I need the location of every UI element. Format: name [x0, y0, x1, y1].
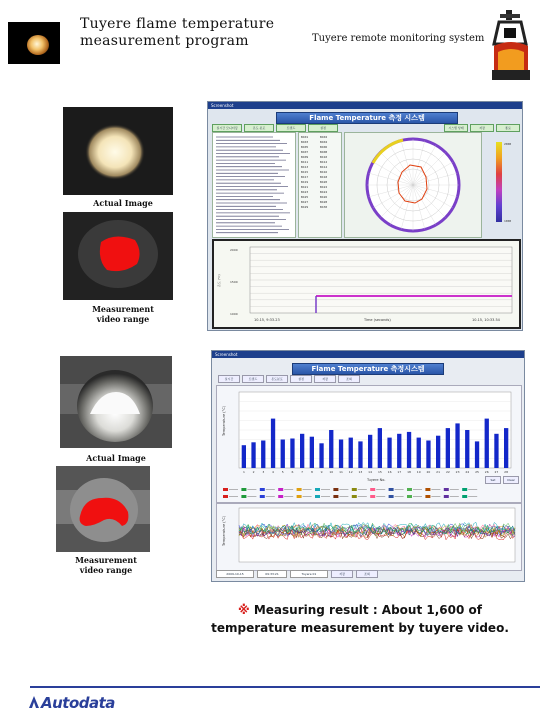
- tuyere-bar: [310, 437, 314, 468]
- tuyere-bar: [446, 428, 450, 468]
- tuyere-bar: [251, 442, 255, 468]
- banner-suffix: 측정 시스템: [388, 114, 425, 122]
- toolbar-distribution[interactable]: 온도분포: [266, 375, 288, 383]
- polar-temperature-chart: [344, 132, 482, 238]
- measurement-label-line-1: Measurement: [75, 555, 137, 565]
- bar-tick-label: 17: [397, 470, 402, 474]
- bar-set-button[interactable]: Set: [485, 476, 501, 484]
- measurement-video-range-label-1: [63, 304, 183, 324]
- actual-image-1: [63, 107, 173, 195]
- tuyere-id: B430: [320, 205, 328, 209]
- bar-xlabel: Tuyere No.: [367, 478, 386, 482]
- app-banner: [292, 363, 444, 375]
- bar-tick-label: 1: [242, 470, 245, 474]
- temperature-colorbar: [496, 142, 502, 222]
- temperature-lines-panel: [216, 503, 522, 571]
- tuyere-bar: [358, 441, 362, 468]
- reference-mark: ※: [238, 603, 250, 617]
- toolbar-save[interactable]: 저장: [314, 375, 336, 383]
- legend-swatch: [389, 488, 394, 491]
- tuyere-bar: [455, 423, 459, 468]
- tuyere-bar: [436, 436, 440, 468]
- tab-distribution[interactable]: 온도 분포: [244, 124, 274, 132]
- legend-swatch: [297, 495, 302, 498]
- trend-ylabel: 온도 (°C): [217, 274, 221, 287]
- tuyere-bar: [349, 438, 353, 468]
- tuyere-bar: [290, 439, 294, 468]
- trend-ymin: 1000: [230, 312, 238, 316]
- measurement-label-line-2: video range: [79, 565, 133, 575]
- tuyere-id: B420: [320, 180, 328, 184]
- bar-tick-label: 5: [281, 470, 284, 474]
- temperature-trend-panel: [212, 239, 521, 329]
- tuyere-id: B411: [301, 160, 309, 164]
- legend-swatch: [462, 488, 467, 491]
- tuyere-bar-chart-panel: [216, 385, 522, 503]
- series-legend-swatches: [223, 487, 481, 501]
- caption-line-1-text: Measuring result : About 1,600 of: [249, 603, 482, 617]
- legend-swatch: [297, 488, 302, 491]
- bar-tick-label: 20: [426, 470, 431, 474]
- tuyere-bar: [387, 438, 391, 468]
- status-date[interactable]: 2009-10-15: [216, 570, 254, 578]
- bar-clear-button[interactable]: Clear: [503, 476, 519, 484]
- tuyere-bar: [242, 445, 246, 468]
- caption-line-1: [180, 601, 540, 619]
- tuyere-id: B413: [301, 165, 309, 169]
- tab-realtime[interactable]: 실시간 모니터링: [212, 124, 242, 132]
- autodata-logo: [28, 694, 115, 712]
- legend-swatch: [260, 495, 265, 498]
- legend-swatch: [315, 488, 320, 491]
- legend-swatch: [444, 495, 449, 498]
- app-banner: [276, 112, 458, 124]
- measurement-label-line-1: Measurement: [92, 304, 154, 314]
- bar-tick-label: 25: [475, 470, 479, 474]
- bar-tick-label: 9: [320, 470, 323, 474]
- page-subtitle: Tuyere remote monitoring system: [312, 33, 485, 44]
- measurement-video-range-1: [63, 212, 173, 300]
- tuyere-id: B426: [320, 195, 328, 199]
- tuyere-bar: [504, 428, 508, 468]
- bar-tick-label: 27: [494, 470, 499, 474]
- trend-end-time: 10.15, 10:33.54: [472, 318, 500, 322]
- tuyere-bar: [494, 434, 498, 468]
- tuyere-id: B429: [301, 205, 309, 209]
- bar-tick-label: 15: [377, 470, 382, 474]
- status-time[interactable]: 09:33:21: [257, 570, 287, 578]
- tuyere-id: B401: [301, 135, 309, 139]
- tab-settings[interactable]: 설정: [308, 124, 338, 132]
- tuyere-id: B419: [301, 180, 309, 184]
- legend-swatch: [407, 495, 412, 498]
- tuyere-id: B416: [320, 170, 328, 174]
- bar-tick-label: 12: [348, 470, 353, 474]
- legend-swatch: [352, 488, 357, 491]
- tuyere-id: B405: [301, 145, 309, 149]
- event-log-lines: [213, 133, 295, 237]
- bar-tick-label: 8: [310, 470, 313, 474]
- tuyere-bar: [281, 440, 285, 469]
- bar-tick-label: 21: [436, 470, 441, 474]
- legend-swatch: [425, 495, 430, 498]
- tuyere-id: B402: [320, 135, 328, 139]
- tuyere-id: B421: [301, 185, 309, 189]
- title-line-1: Tuyere flame temperature: [80, 16, 275, 32]
- measurement-label-line-2: video range: [96, 314, 150, 324]
- tuyere-bar: [319, 443, 323, 468]
- bar-tick-label: 22: [445, 470, 450, 474]
- tuyere-bar: [465, 430, 469, 468]
- legend-swatch: [389, 495, 394, 498]
- legend-swatch: [370, 488, 375, 491]
- status-save-button[interactable]: 저장: [331, 570, 353, 578]
- toolbar-settings[interactable]: 설정: [290, 375, 312, 383]
- window-titlebar: Screenshot: [212, 351, 524, 358]
- window-titlebar: Screenshot: [208, 102, 522, 109]
- bar-tick-label: 7: [301, 470, 304, 474]
- status-query-button[interactable]: 조회: [356, 570, 378, 578]
- tuyere-id: B415: [301, 170, 309, 174]
- tuyere-id-grid: [298, 132, 342, 238]
- legend-swatch: [333, 495, 338, 498]
- toolbar: [218, 375, 360, 383]
- title-line-2: measurement program: [80, 33, 249, 49]
- trend-start-time: 10.15, 9:33.23: [254, 318, 280, 322]
- caption-line-2: temperature measurement by tuyere video.: [211, 621, 509, 635]
- colorbar-max: 2000: [504, 142, 512, 146]
- autodata-logo-icon: [28, 694, 40, 710]
- legend-swatch: [223, 495, 228, 498]
- trend-ymid: 1500: [230, 280, 238, 284]
- bar-tick-label: 19: [416, 470, 421, 474]
- tuyere-id: B424: [320, 190, 328, 194]
- bar-tick-label: 10: [329, 470, 334, 474]
- tuyere-bar: [397, 434, 401, 468]
- line-ylabel: Temperature (°C): [222, 515, 226, 546]
- actual-image-label-2: Actual Image: [86, 453, 146, 463]
- legend-swatch: [315, 495, 320, 498]
- temperature-line-chart: [217, 504, 521, 570]
- bar-tick-label: 4: [272, 470, 274, 474]
- tab-system-status[interactable]: 시스템 상태: [444, 124, 468, 132]
- legend-swatch: [333, 488, 338, 491]
- legend-swatch: [444, 488, 449, 491]
- tab-exit[interactable]: 종료: [496, 124, 520, 132]
- legend-swatch: [407, 488, 412, 491]
- tuyere-id: B406: [320, 145, 328, 149]
- right-tab-bar: [444, 124, 520, 132]
- tuyere-bar: [485, 419, 489, 468]
- bar-tick-label: 14: [368, 470, 373, 474]
- banner-title: Flame Temperature: [311, 365, 389, 373]
- tuyere-id: B414: [320, 165, 328, 169]
- tuyere-id: B407: [301, 150, 309, 154]
- tuyere-bar: [407, 432, 411, 468]
- result-caption: [180, 601, 540, 637]
- tuyere-bar-chart: [217, 386, 521, 502]
- event-log-list[interactable]: [212, 132, 296, 238]
- tuyere-id: B410: [320, 155, 328, 159]
- legend-swatch: [241, 495, 246, 498]
- toolbar-realtime[interactable]: 실시간: [218, 375, 240, 383]
- tuyere-bar: [300, 434, 304, 468]
- bar-tick-label: 23: [455, 470, 460, 474]
- toolbar-trend[interactable]: 트렌드: [242, 375, 264, 383]
- status-bar: [216, 570, 378, 578]
- tuyere-id: B417: [301, 175, 309, 179]
- flame-temperature-window-2: [211, 350, 525, 582]
- bar-ylabel: Temperature (°C): [222, 405, 226, 436]
- legend-swatch: [352, 495, 357, 498]
- tuyere-id: B418: [320, 175, 328, 179]
- tuyere-id: B409: [301, 155, 309, 159]
- tuyere-bar: [329, 430, 333, 468]
- legend-swatch: [260, 488, 265, 491]
- bar-tick-label: 3: [262, 470, 265, 474]
- banner-title: Flame Temperature: [309, 114, 387, 122]
- tuyere-id: B408: [320, 150, 328, 154]
- tuyere-bar: [271, 419, 275, 468]
- tuyere-id: B428: [320, 200, 328, 204]
- tuyere-bar: [426, 441, 430, 469]
- bar-tick-label: 24: [465, 470, 470, 474]
- series-legend: [223, 486, 481, 500]
- trend-ymax: 2000: [230, 248, 238, 252]
- actual-image-label-1: Actual Image: [93, 198, 153, 208]
- bar-tick-label: 18: [407, 470, 411, 474]
- header-flame-thumbnail: [8, 22, 60, 64]
- status-tuyere-select[interactable]: Tuyere 01: [290, 570, 328, 578]
- legend-swatch: [462, 495, 467, 498]
- legend-swatch: [278, 495, 283, 498]
- tab-bar: [212, 124, 338, 132]
- tuyere-bar: [475, 441, 479, 468]
- toolbar-query[interactable]: 조회: [338, 375, 360, 383]
- flame-temperature-window-1: [207, 101, 523, 331]
- tuyere-id: B427: [301, 200, 309, 204]
- bar-tick-label: 2: [252, 470, 255, 474]
- colorbar-min: 1000: [504, 219, 512, 223]
- tuyere-bar: [339, 440, 343, 469]
- tuyere-bar: [368, 435, 372, 468]
- bar-tick-label: 6: [291, 470, 294, 474]
- bar-tick-label: 11: [339, 470, 343, 474]
- tuyere-id: B412: [320, 160, 328, 164]
- tuyere-id: B404: [320, 140, 328, 144]
- banner-suffix: 측정시스템: [390, 365, 425, 373]
- legend-swatch: [278, 488, 283, 491]
- actual-image-2: [60, 356, 172, 448]
- legend-swatch: [425, 488, 430, 491]
- footer-divider: [30, 686, 540, 688]
- logo-text: Autodata: [41, 694, 115, 712]
- tuyere-id: B422: [320, 185, 328, 189]
- bar-tick-label: 26: [484, 470, 489, 474]
- legend-swatch: [241, 488, 246, 491]
- tuyere-id: B425: [301, 195, 309, 199]
- page-title: [80, 16, 274, 50]
- tuyere-bar: [378, 428, 382, 468]
- measurement-video-range-label-2: [46, 555, 166, 575]
- tuyere-id: B423: [301, 190, 309, 194]
- legend-swatch: [223, 488, 228, 491]
- tuyere-id: B403: [301, 140, 309, 144]
- tuyere-bar: [417, 438, 421, 468]
- blast-furnace-icon: [490, 8, 532, 86]
- tuyere-bar: [261, 441, 265, 469]
- measurement-video-range-2: [56, 466, 150, 552]
- legend-swatch: [370, 495, 375, 498]
- trend-xlabel: Time (seconds): [364, 318, 391, 322]
- tab-save[interactable]: 저장: [470, 124, 494, 132]
- tab-trend[interactable]: 트렌드: [276, 124, 306, 132]
- bar-tick-label: 28: [504, 470, 509, 474]
- bar-tick-label: 16: [387, 470, 392, 474]
- bar-tick-label: 13: [358, 470, 363, 474]
